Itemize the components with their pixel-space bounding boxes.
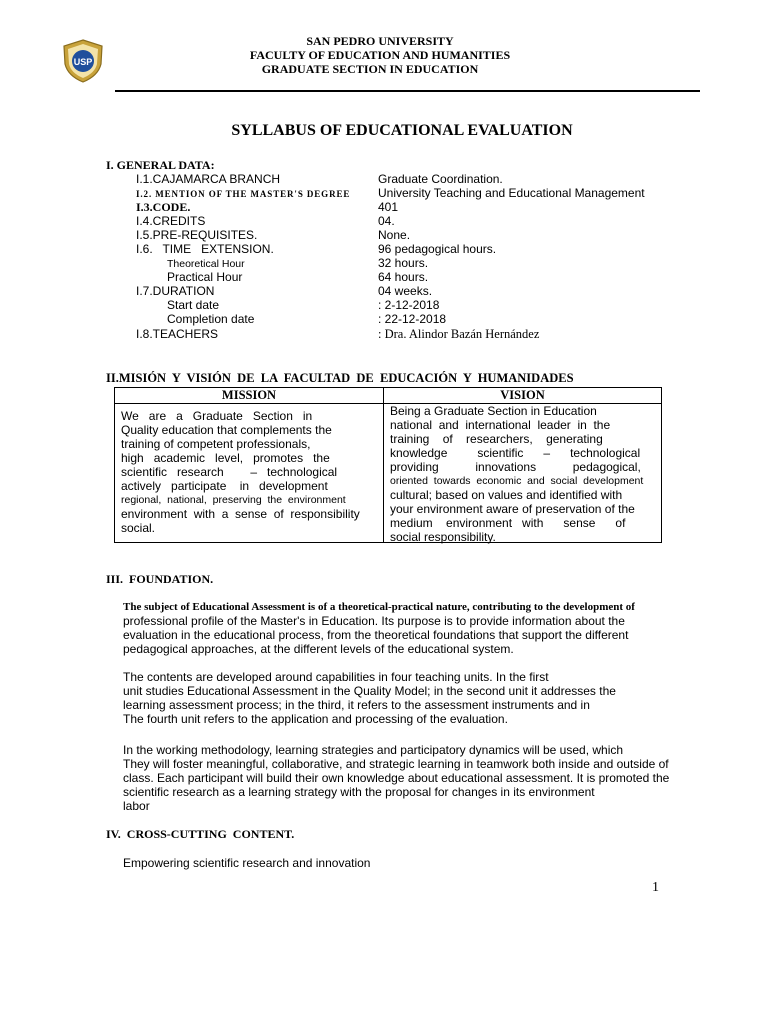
foundation-line: The contents are developed around capabilities in four teaching units. In the first: [123, 670, 549, 684]
gd-value-credits: 04.: [378, 214, 395, 228]
gd-value-duration: 04 weeks.: [378, 284, 433, 298]
vision-line: your environment aware of preservation of the: [390, 502, 635, 516]
document-title: SYLLABUS OF EDUCATIONAL EVALUATION: [231, 122, 573, 139]
gd-value-code: 401: [378, 200, 399, 214]
logo-lettering: USP: [73, 57, 93, 67]
foundation-line: labor: [123, 799, 150, 813]
vision-cell: [390, 404, 660, 544]
section-name: GRADUATE SECTION IN EDUCATION: [261, 62, 479, 76]
gd-label-practical-hour: Practical Hour: [167, 270, 243, 284]
vision-line: medium environment with sense of: [390, 516, 626, 530]
cross-cutting-heading: IV. CROSS-CUTTING CONTENT.: [106, 827, 295, 841]
mission-vision-table: [114, 387, 662, 543]
vision-header: VISION: [384, 388, 661, 404]
gd-label-teachers: I.8.TEACHERS: [136, 327, 219, 341]
mission-line: training of competent professionals,: [121, 437, 311, 451]
page-number: 1: [652, 880, 659, 895]
gd-value-branch: Graduate Coordination.: [378, 172, 503, 186]
gd-label-credits: I.4.CREDITS: [136, 214, 206, 228]
foundation-line: evaluation in the educational process, from the theoretical foundations that support the different: [123, 628, 629, 642]
header-rule: [115, 90, 700, 92]
gd-label-code: I.3.CODE.: [136, 200, 191, 214]
foundation-paragraph-2: [123, 670, 698, 726]
mission-line: We are a Graduate Section in: [121, 409, 313, 423]
mission-line: actively participate in development: [121, 479, 328, 493]
foundation-lead-line: The subject of Educational Assessment is of a theoretical-practical nature, contributing to the development of: [123, 601, 635, 613]
foundation-line: class. Each participant will build their own knowledge about educational assessment. It is promoted the: [123, 771, 670, 785]
mission-line: scientific research – technological: [121, 465, 338, 479]
gd-label-theoretical-hour: Theoretical Hour: [167, 258, 245, 270]
mission-line: social.: [121, 521, 156, 535]
gd-value-practical-hour: 64 hours.: [378, 270, 429, 284]
foundation-line: They will foster meaningful, collaborative, and strategic learning in teamwork both inside and outside of: [123, 757, 669, 771]
university-logo: [60, 38, 106, 84]
foundation-line: unit studies Educational Assessment in the Quality Model; in the second unit it addresses the: [123, 684, 616, 698]
foundation-line: professional profile of the Master's in Education. Its purpose is to provide information about the: [123, 614, 625, 628]
foundation-line: learning assessment process; in the third, it refers to the assessment instruments and in: [123, 698, 590, 712]
gd-value-prerequisites: None.: [378, 228, 411, 242]
gd-label-time-extension: I.6. TIME EXTENSION.: [136, 242, 274, 256]
mission-line: Quality education that complements the: [121, 423, 332, 437]
gd-value-mention: University Teaching and Educational Management: [378, 186, 645, 200]
vision-line: cultural; based on values and identified with: [390, 488, 623, 502]
gd-value-time-extension: 96 pedagogical hours.: [378, 242, 497, 256]
vision-line: national and international leader in the: [390, 418, 611, 432]
foundation-line: pedagogical approaches, at the different levels of the educational system.: [123, 642, 514, 656]
foundation-line: scientific research as a learning strategy with the proposal for changes in its environment: [123, 785, 595, 799]
mission-cell: [121, 409, 375, 535]
gd-label-duration: I.7.DURATION: [136, 284, 215, 298]
mission-header: MISSION: [115, 388, 383, 404]
foundation-heading: III. FOUNDATION.: [106, 572, 214, 586]
gd-value-completion-date: : 22-12-2018: [378, 312, 447, 326]
vision-line: training of researchers, generating: [390, 432, 603, 446]
vision-line: providing innovations pedagogical,: [390, 460, 641, 474]
gd-label-mention: I.2. MENTION OF THE MASTER'S DEGREE: [136, 189, 351, 199]
foundation-paragraph-1: [123, 600, 698, 656]
table-divider: [383, 388, 384, 542]
mission-vision-heading: II.MISIÓN Y VISIÓN DE LA FACULTAD DE EDUCACIÓN Y HUMANIDADES: [106, 371, 574, 385]
university-name: SAN PEDRO UNIVERSITY: [306, 34, 454, 48]
mission-line: environment with a sense of responsibility: [121, 507, 360, 521]
vision-line: knowledge scientific – technological: [390, 446, 641, 460]
gd-value-teachers: : Dra. Alindor Bazán Hernández: [378, 327, 540, 341]
mission-line: regional, national, preserving the environment: [121, 494, 346, 506]
cross-cutting-text: Empowering scientific research and innovation: [123, 856, 371, 870]
foundation-line: The fourth unit refers to the application and processing of the evaluation.: [123, 712, 508, 726]
gd-label-branch: I.1.CAJAMARCA BRANCH: [136, 172, 281, 186]
foundation-paragraph-3: [123, 743, 698, 813]
foundation-line: In the working methodology, learning strategies and participatory dynamics will be used, which: [123, 743, 624, 757]
gd-label-prerequisites: I.5.PRE-REQUISITES.: [136, 228, 258, 242]
vision-line: social responsibility.: [390, 530, 496, 544]
gd-label-completion-date: Completion date: [167, 312, 255, 326]
mission-line: high academic level, promotes the: [121, 451, 330, 465]
vision-line: oriented towards economic and social development: [390, 475, 644, 487]
general-data-heading: I. GENERAL DATA:: [106, 158, 215, 172]
vision-line: Being a Graduate Section in Education: [390, 404, 597, 418]
gd-value-start-date: : 2-12-2018: [378, 298, 440, 312]
gd-label-start-date: Start date: [167, 298, 220, 312]
gd-value-theoretical-hour: 32 hours.: [378, 256, 429, 270]
faculty-name: FACULTY OF EDUCATION AND HUMANITIES: [249, 48, 511, 62]
